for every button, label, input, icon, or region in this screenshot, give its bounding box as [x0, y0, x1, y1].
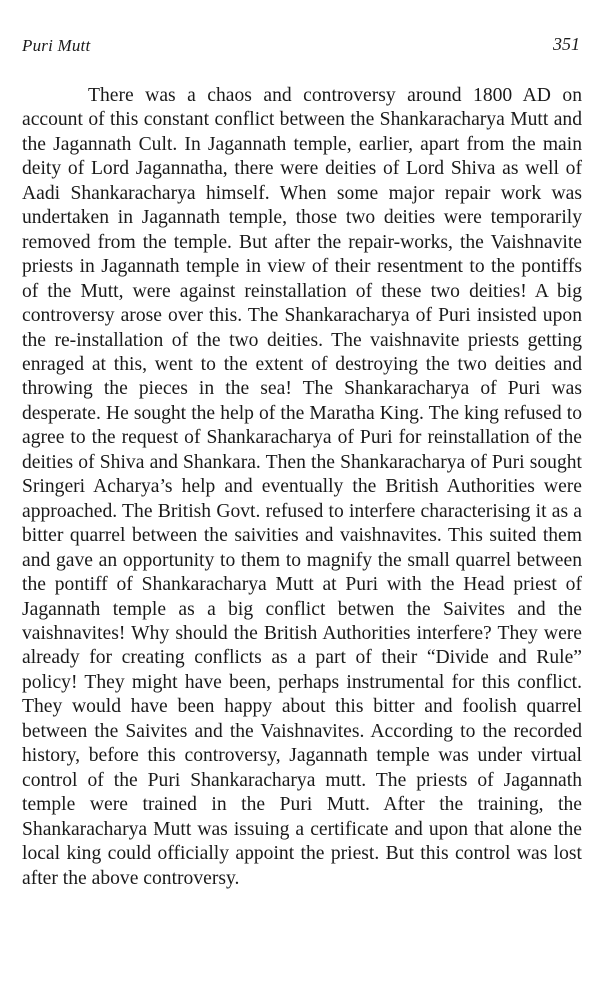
body-paragraph: There was a chaos and controversy around 1800 AD on account of this constant conflict between the Shankaracharya Mutt and the Jagannath Cult. In Jagannath temple, earlier, apart from the main deity of Lord Jagannatha, there were deities of Lord Shiva as well of Aadi Shankaracharya himself. When some major repair work was undertaken in Jagannath temple, those two deities were temporarily removed from the temple. But after the repair-works, the Vaishnavite priests in Jagannath temple in view of their resentment to the pontiffs of the Mutt, were against reinstallation of these two deities! A big controversy arose over this. The Shankaracharya of Puri insisted upon the re-installation of the two deities. The vaishnavite priests getting enraged at this, went to the extent of destroying the two deities and throwing the pieces in the sea! The Shankaracharya of Puri was desperate. He sought the help of the Maratha King. The king refused to agree to the request of Shankaracharya of Puri for reinstallation of the deities of Shiva and Shankara. Then the Shankaracharya of Puri sought Sringeri Acharya’s help and eventually the British Authorities were approached. The British Govt. refused to interfere characterising it as a bitter quarrel between the saivities and vaishnavites. This suited them and gave an opportunity to them to magnify the small quarrel between the pontiff of Shankaracharya Mutt at Puri with the Head priest of Jagannath temple as a big conflict betwen the Saivites and the vaishnavites! Why should the British Authorities interfere? They were already for creating conflicts as a part of their “Divide and Rule” policy! They might have been, perhaps instrumental for this conflict. They would have been happy about this bitter and foolish quarrel between the Saivites and the Vaishnavites. According to the recorded history, before this controversy, Jagannath temple was under virtual control of the Puri Shankaracharya mutt. The priests of Jagannath temple were trained in the Puri Mutt. After the training, the Shankaracharya Mutt was issuing a certificate and upon that alone the local king could officially appoint the priest. But this control was lost after the above controversy.	[22, 85, 582, 889]
running-head-title: Puri Mutt	[22, 36, 91, 55]
page-number: 351	[553, 34, 580, 54]
